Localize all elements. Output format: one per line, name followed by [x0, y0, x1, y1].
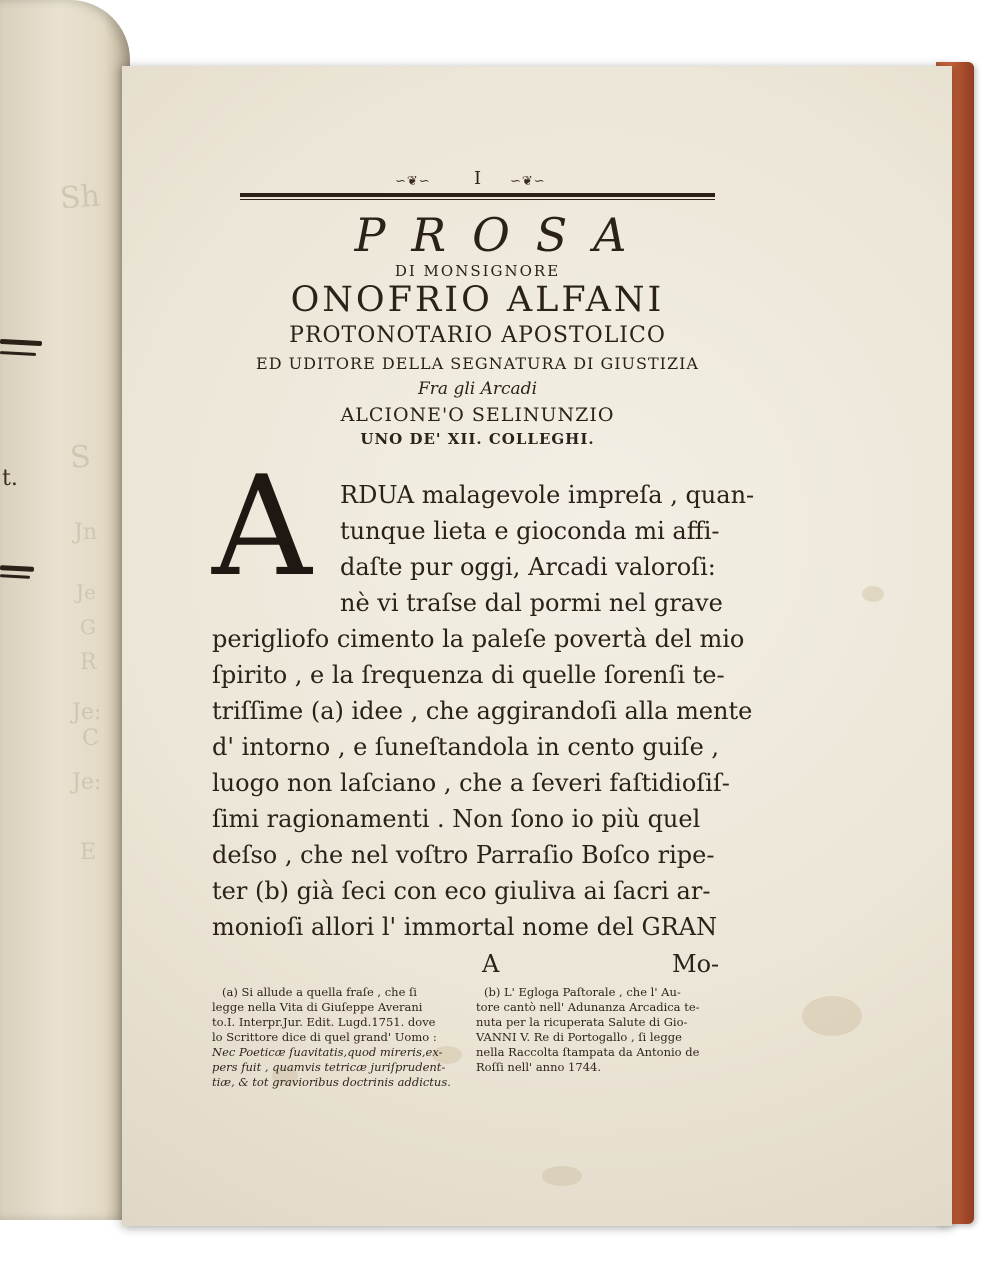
- catchword: Mo-: [672, 950, 720, 978]
- left-page-ghost: Je:: [72, 770, 102, 795]
- footnote-b-line: nuta per la ricuperata Salute di Gio-: [476, 1015, 688, 1029]
- body-line: nè vi traſse dal pormi nel grave: [340, 589, 723, 617]
- arcadian-intro: Fra gli Arcadi: [418, 379, 537, 399]
- footnote-b-line: (b) L' Egloga Paſtorale , che l' Au-: [484, 985, 681, 999]
- signature-mark: A: [482, 950, 500, 978]
- footnote-a-line: legge nella Vita di Giuſeppe Averani: [212, 1000, 423, 1014]
- footnote-b-line: VANNI V. Re di Portogallo , ſi legge: [476, 1030, 682, 1044]
- author-name: ONOFRIO ALFANI: [290, 280, 665, 320]
- body-line: ſpirito , e la ſrequenza di quelle ſorenſi te-: [212, 661, 725, 689]
- subtitle: DI MONSIGNORE: [394, 262, 561, 280]
- left-page-ghost: S: [68, 439, 92, 476]
- footnote-a-line: (a) Si allude a quella fraſe , che ſi: [222, 985, 417, 999]
- left-page-fragment: t.: [2, 466, 18, 491]
- footnote-a-line: pers fuit , quamvis tetricæ juriſprudent-: [212, 1060, 446, 1074]
- left-page-ghost: Je: [76, 580, 96, 604]
- footnote-a-line: tiæ, & tot gravioribus doctrinis addictus.: [212, 1075, 451, 1089]
- left-page-ghost: C: [82, 726, 99, 751]
- ornament-right: ∽❦∽: [510, 174, 546, 189]
- ornament-left: ∽❦∽: [395, 174, 431, 189]
- left-page-ghost: Sh: [58, 178, 102, 217]
- header-rule-thin: [240, 199, 715, 200]
- left-page-rule: [0, 574, 30, 579]
- body-line: tunque lieta e gioconda mi affi-: [340, 517, 720, 545]
- header-rule: [240, 193, 715, 197]
- body-line: perigliofo cimento la paleſe povertà del mio: [212, 625, 745, 653]
- arcadian-name: ALCIONE'O SELINUNZIO: [340, 404, 615, 426]
- body-line: RDUA malagevole impreſa , quan-: [340, 481, 755, 509]
- author-office-2: ED UDITORE DELLA SEGNATURA DI GIUSTIZIA: [256, 354, 699, 373]
- left-page-ghost: R: [80, 650, 97, 675]
- left-page-rule: [0, 565, 34, 572]
- foxing-spot: [862, 586, 884, 602]
- body-line: ſimi ragionamenti . Non ſono io più quel: [212, 805, 701, 833]
- left-page-ghost: Jn: [74, 520, 97, 545]
- body-line: luogo non laſciano , che a ſeveri faſtidioſiſ-: [212, 769, 730, 797]
- left-page-ghost: E: [80, 840, 97, 865]
- foxing-spot: [542, 1166, 582, 1186]
- left-page-ghost: Je:: [72, 700, 102, 725]
- footnote-b-line: Roſſi nell' anno 1744.: [476, 1060, 601, 1074]
- left-page-ghost: G: [80, 615, 96, 639]
- body-line: triſſime (a) idee , che aggirandoſi alla mente: [212, 697, 753, 725]
- drop-cap: A: [212, 446, 312, 607]
- footnote-a-line: to.I. Interpr.Jur. Edit. Lugd.1751. dove: [212, 1015, 436, 1029]
- left-page-rule: [0, 339, 42, 346]
- author-office: PROTONOTARIO APOSTOLICO: [289, 323, 666, 348]
- left-page-rule: [0, 351, 36, 356]
- footnote-a-line: lo Scrittore dice di quel grand' Uomo :: [212, 1030, 437, 1044]
- body-line: deſso , che nel voſtro Parraſio Boſco ripe-: [212, 841, 715, 869]
- footnote-b-line: nella Raccolta ſtampata da Antonio de: [476, 1045, 700, 1059]
- page-title: PROSA: [354, 208, 653, 262]
- foxing-spot: [802, 996, 862, 1036]
- colleague-line: UNO DE' XII. COLLEGHI.: [360, 430, 595, 448]
- folio-header: [240, 168, 715, 190]
- body-line: daſte pur oggi, Arcadi valoroſi:: [340, 553, 716, 581]
- body-line: d' intorno , e ſuneſtandola in cento guiſe ,: [212, 733, 720, 761]
- footnote-b-line: tore cantò nell' Adunanza Arcadica te-: [476, 1000, 700, 1014]
- left-page: [0, 0, 130, 1220]
- body-line: monioſi allori l' immortal nome del GRAN: [212, 913, 718, 941]
- page-number: I: [473, 168, 482, 189]
- footnote-a-line: Nec Poeticæ ſuavitatis,quod mireris,ex-: [212, 1045, 443, 1059]
- body-line: ter (b) già ſeci con eco giuliva ai ſacri ar-: [212, 877, 711, 905]
